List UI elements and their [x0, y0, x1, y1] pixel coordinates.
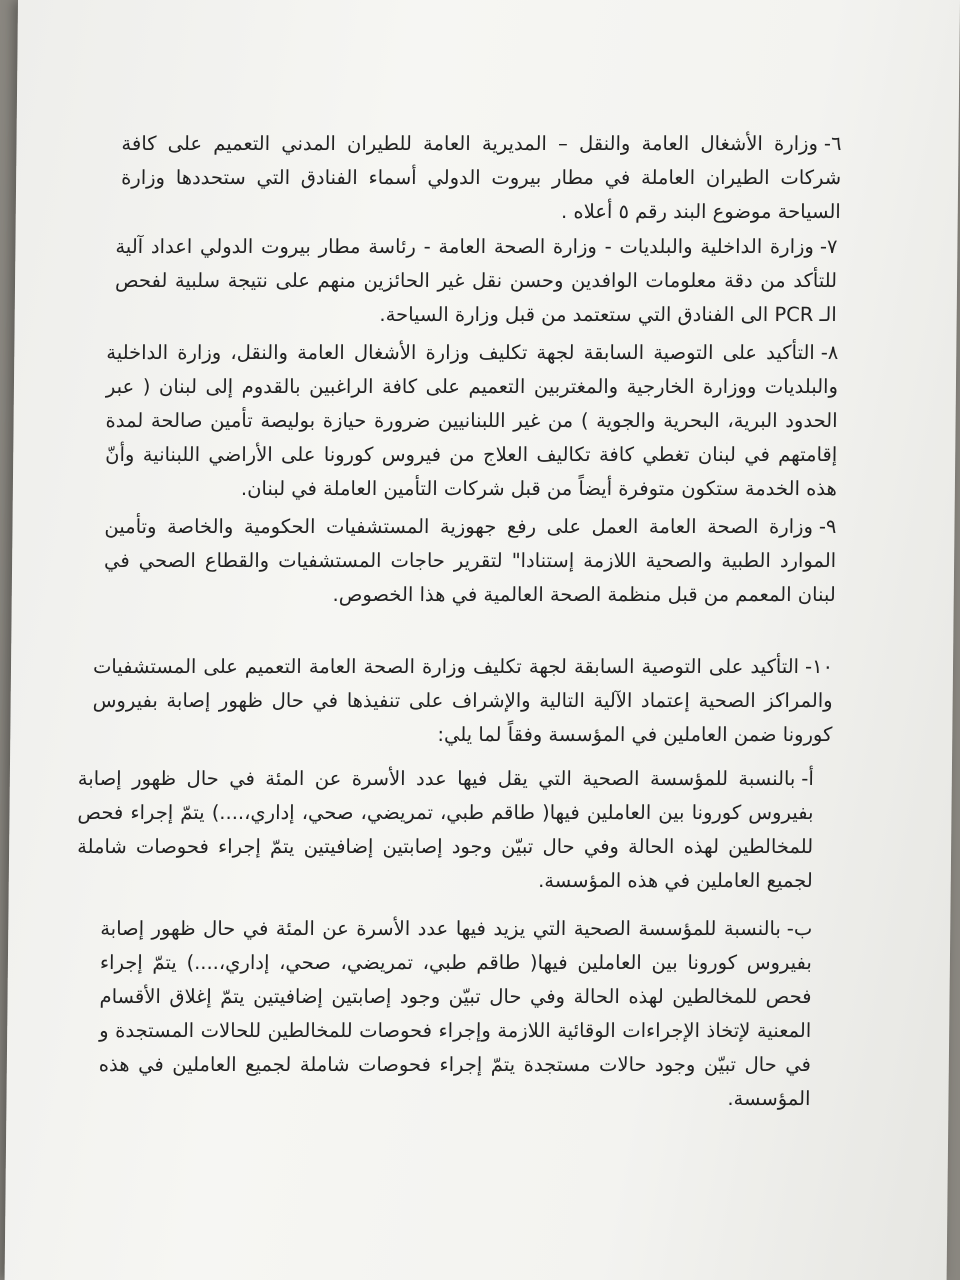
- sub-item-label: ب-: [786, 917, 813, 940]
- paragraph-text: وزارة الأشغال العامة والنقل – المديرية العامة للطيران المدني التعميم على كافة شركات الطيران العاملة في مطار بيروت الدولي أسماء الفنادق التي ستحددها وزارة السياحة موضوع البند رقم ٥ أعلاه .: [121, 132, 842, 223]
- paragraph-text: التأكيد على التوصية السابقة لجهة تكليف وزارة الصحة العامة التعميم على المستشفيات والمراكز الصحية إعتماد الآلية التالية والإشراف على تنفيذها في حال ظهور إصابة بفيروس كورونا ضمن العاملين في المؤسسة وفقاً لما يلي:: [92, 655, 833, 746]
- paragraph-7: [115, 230, 838, 332]
- paragraph-text: وزارة الداخلية والبلديات - وزارة الصحة العامة - رئاسة مطار بيروت الدولي اعداد آلية للتأكد من دقة معلومات الوافدين وحسن نقل غير الحائزين منهم على نتيجة سلبية لفحص الـ PCR الى الفنادق التي ستعتمد من قبل وزارة السياحة.: [114, 235, 838, 326]
- sub-item-text: بالنسبة للمؤسسة الصحية التي يزيد فيها عدد الأسرة عن المئة في حال ظهور إصابة بفيروس كورونا بين العاملين فيها( طاقم طبي، تمريضي، صحي، إداري،....) يتمّ إجراء فحص للمخالطين لهذه الحالة وفي حال تبيّن وجود إصابتين إضافيتين يتمّ إغلاق الأقسام المعنية لإتخاذ الإجراءات الوقائية اللازمة وإجراء فحوصات للمخالطين للحالات المستجدة و في حال تبيّن وجود حالات مستجدة يتمّ إجراء فحوصات شاملة لجميع العاملين في هذه المؤسسة.: [98, 917, 813, 1110]
- paragraph-10: [92, 650, 833, 752]
- sub-item-text: بالنسبة للمؤسسة الصحية التي يقل فيها عدد الأسرة عن المئة في حال ظهور إصابة بفيروس كورونا بين العاملين فيها( طاقم طبي، تمريضي، صحي، إداري،....) يتمّ إجراء فحص للمخالطين لهذه الحالة وفي حال تبيّن وجود إصابتين إضافيتين يتمّ إجراء فحوصات شاملة لجميع العاملين في هذه المؤسسة.: [77, 767, 814, 892]
- paragraph-6: [121, 127, 842, 229]
- paragraph-number: ٩-: [818, 515, 837, 538]
- paragraph-text: وزارة الصحة العامة العمل على رفع جهوزية المستشفيات الحكومية والخاصة وتأمين الموارد الطبية والصحية اللازمة إستنادا" لتقرير حاجات المستشفيات والقطاع الصحي في لبنان المعمم من قبل منظمة الصحة العالمية في هذا الخصوص.: [104, 515, 837, 606]
- paragraph-number: ١٠-: [804, 655, 834, 678]
- paragraph-text: التأكيد على التوصية السابقة لجهة تكليف وزارة الأشغال العامة والنقل، وزارة الداخلية والبلديات ووزارة الخارجية والمغتربين التعميم على كافة الراغبين بالقدوم إلى لبنان ( عبر الحدود البرية، البحرية والجوية ) من غير اللبنانيين ضرورة حيازة بوليصة تأمين صالحة لمدة إقامتهم في لبنان تغطي كافة تكاليف العلاج من فيروس كورونا على الأراضي اللبنانية وأنّ هذه الخدمة ستكون متوفرة أيضاً من قبل شركات التأمين العاملة في لبنان.: [105, 341, 839, 500]
- sub-item-a: [77, 762, 814, 898]
- paragraph-8: [105, 336, 839, 506]
- sub-item-label: أ-: [801, 767, 814, 790]
- document-page: [5, 0, 960, 1280]
- paragraph-number: ٨-: [820, 341, 839, 364]
- paragraph-number: ٦-: [823, 132, 842, 155]
- paragraph-number: ٧-: [819, 235, 838, 258]
- sub-item-b: [98, 912, 812, 1116]
- paragraph-9: [104, 510, 837, 612]
